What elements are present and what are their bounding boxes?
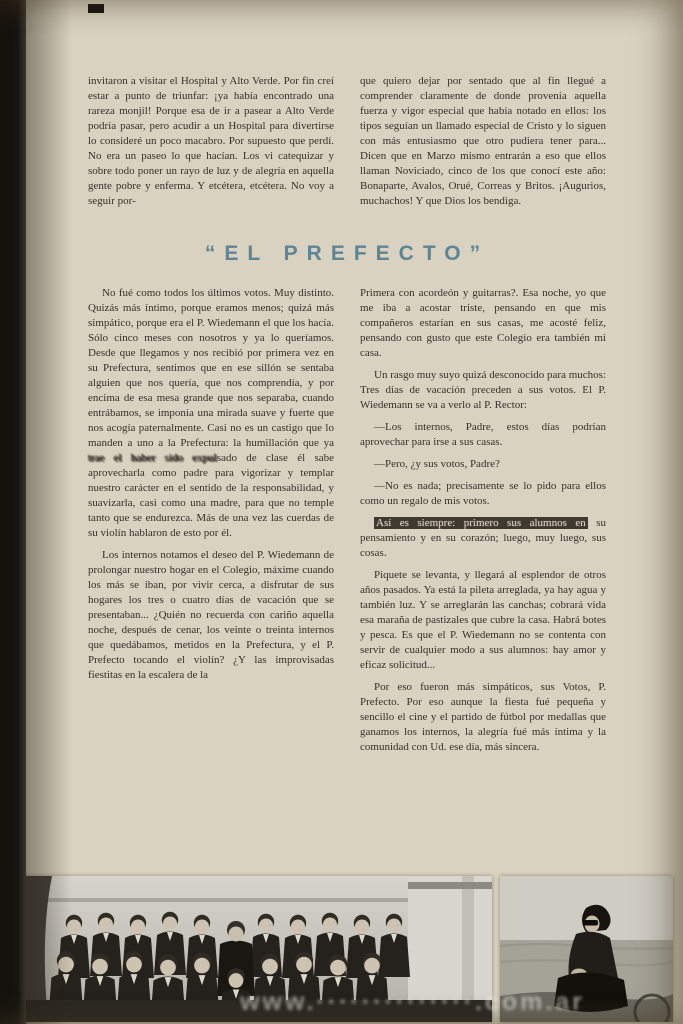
paragraph-text: su pensamiento y en su corazón; luego, muy luego, sus cosas. xyxy=(360,517,606,559)
paragraph: Un rasgo muy suyo quizá desconocido para muchos: Tres días de vacación preceden a sus votos. El P. Wiedemann se va a verlo al P. Rector: xyxy=(360,369,606,411)
paragraph: invitaron a visitar el Hospital y Alto Verde. Por fin creí estar a punto de triunfar: ¡ya había encontrado una rareza monjil! Porque esa de ir a pasear a Alto Verde podría pasar, pero acudir a un Hospital para divertirse lo consideré un poco macabro. Por supuesto que perdí. No era un paseo lo que hacían. Los vi catequizar y sobre todo poner un rayo de luz y de alegría en aquella gente pobre y enferma. Y etcétera, etcétera. No voy a seguir por- xyxy=(88,75,334,207)
article-left-column xyxy=(88,286,334,762)
group-photo-illustration xyxy=(10,876,492,1022)
article-title: “EL PREFECTO” xyxy=(204,242,490,265)
dialogue-line: —Pero, ¿y sus votos, Padre? xyxy=(374,458,500,470)
man-on-grass-photo xyxy=(500,876,673,1022)
article-right-column xyxy=(360,286,606,762)
print-registration-mark xyxy=(88,4,104,13)
top-right-column xyxy=(360,74,606,216)
paragraph: Primera con acordeón y guitarras?. Esa noche, yo que me iba a acostar triste, pensando en que mis compañeros estarían en sus casas, me acosté feliz, pensando con gusto que este Colegio era también mi casa. xyxy=(360,287,606,359)
dialogue-line: —Los internos, Padre, estos días podrían aprovechar para irse a sus casas. xyxy=(360,421,606,448)
paragraph xyxy=(88,286,334,541)
paragraph-text: sado de clase él sabe aprovecharla como padre para vigorizar y templar nuestro carácter en el sentido de la responsabilidad, y suavizarla, casi como una madre, para que no temple tanto que se endurezca. Más de una vez las cuerdas de su violín hablaron de esto por él. xyxy=(88,452,334,539)
text-block xyxy=(88,74,606,762)
binding-edge xyxy=(0,0,26,1024)
top-section xyxy=(88,74,606,216)
paragraph xyxy=(360,516,606,561)
photo-strip xyxy=(10,876,673,1022)
ink-smear-overprint-text: Así es siempre: primero sus alumnos en xyxy=(376,517,586,529)
article-body xyxy=(88,286,606,762)
paragraph: Por eso fueron más simpáticos, sus Votos, P. Prefecto. Por eso aunque la fiesta fué pequeña y sencillo el cine y el partido de fútbol por medallas que ganamos los internos, la alegría fué más íntima y la comunidad con Ud. ese día, más sincera. xyxy=(360,681,606,753)
paragraph: Piquete se levanta, y llegará al esplendor de otros años pasados. Ya está la pileta arreglada, ya hay agua y también luz. Y se arreglarán las canchas; cobrará vida esa maraña de pastizales que cubre la casa. Habrá botes y pesca. Es que el P. Wiedemann no se contenta con servir de cualquier modo a sus alumnos: hay amor y eficaz solicitud... xyxy=(360,569,606,671)
scan-watermark: www.··············.com.ar xyxy=(240,988,585,1016)
smudged-overprinted-text: trae el haber sido expul xyxy=(88,452,217,464)
paragraph-text: No fué como todos los últimos votos. Muy distinto. Quizás más íntimo, porque eramos menos; quizá más simpático, porque era el P. Wiedemann el que los hacía. Sólo cinco meses con nosotros y ya lo queríamos. Desde que llegamos y nos recibió por primera vez en su Prefectura, sentimos que en ese sillón se sentaba alguien que nos quería, que nos comprendía, y por encima de esa mesa grande que nos separaba, cuando entrábamos, se imponía una mirada suave y fuerte que nos acogía paternalmente. Casi no es un castigo que lo manden a uno a la Prefectura: la humillación que ya xyxy=(88,287,334,449)
dialogue-line: —No es nada; precisamente se lo pido para ellos como un regalo de mis votos. xyxy=(360,480,606,507)
gutter-shadow xyxy=(26,0,72,1024)
group-photo xyxy=(10,876,492,1022)
top-left-column xyxy=(88,74,334,216)
paragraph: Los internos notamos el deseo del P. Wiedemann de prolongar nuestro hogar en el Colegio, máxime cuando los más se iban, por vivir cerca, a disfrutar de sus hogares los tres o cuatro días de vacación que se presentaban... ¿Quién no recuerda con cariño aquella noche, después de cenar, los veinte o treinta internos que quedábamos, metidos en la Prefectura, y el P. Prefecto tocando el violín? ¿Y las improvisadas fiestitas en la escalera de la xyxy=(88,549,334,681)
man-on-grass-illustration xyxy=(500,876,673,1022)
paragraph: que quiero dejar por sentado que al fin llegué a comprender claramente de donde provenía aquella fuerza y vigor especial que había notado en ellos: los tipos seguían un llamado especial de Cristo y lo siguen con más entusiasmo que otro pudiera tener para... Dicen que en Marzo mismo entrarán a eso que ellos llaman Noviciado, cinco de los que conocí este año: Bonaparte, Avalos, Orué, Correas y Britos. ¡Augurios, muchachos! Y que Dios los bendiga. xyxy=(360,75,606,207)
